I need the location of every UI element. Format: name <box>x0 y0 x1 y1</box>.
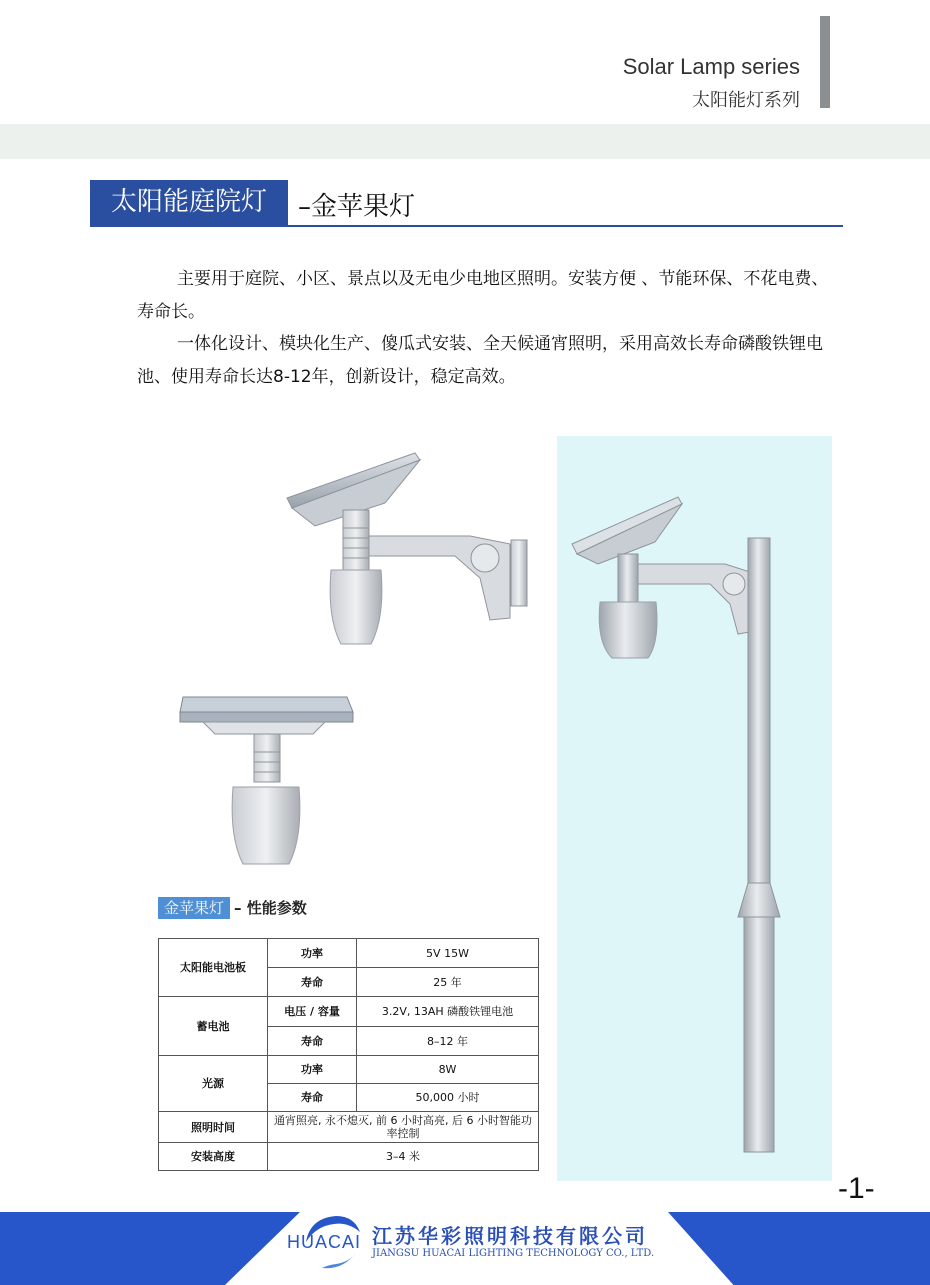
table-row <box>159 1112 539 1143</box>
spec-value: 通宵照亮, 永不熄灭, 前 6 小时高亮, 后 6 小时智能功率控制 <box>268 1112 539 1143</box>
table-row <box>159 1143 539 1171</box>
footer-band-right <box>668 1212 930 1285</box>
spec-label: 功率 <box>268 939 357 968</box>
lamp-full-pole-image <box>560 492 830 1157</box>
spec-value: 3.2V, 13AH 磷酸铁锂电池 <box>357 997 539 1027</box>
series-title-en: Solar Lamp series <box>622 54 800 79</box>
page-title-badge: 太阳能庭院灯 <box>90 180 288 225</box>
series-title-cn: 太阳能灯系列 <box>692 90 800 111</box>
specs-badge: 金苹果灯 <box>158 897 230 919</box>
spec-label: 电压 / 容量 <box>268 997 357 1027</box>
intro-paragraph-1: 主要用于庭院、小区、景点以及无电少电地区照明。安装方便 、节能环保、不花电费、寿命长。 <box>137 269 829 322</box>
spec-group-battery: 蓄电池 <box>159 997 268 1056</box>
spec-value: 50,000 小时 <box>357 1084 539 1112</box>
specs-heading <box>158 897 307 919</box>
header-accent-bar <box>820 16 830 108</box>
spec-label: 功率 <box>268 1056 357 1084</box>
spec-label: 寿命 <box>268 968 357 997</box>
intro-paragraph-2: 一体化设计、模块化生产、傻瓜式安装、全天候通宵照明，采用高效长寿命磷酸铁锂电池、使用寿命长达8-12年，创新设计，稳定高效。 <box>137 334 823 387</box>
spec-value: 8W <box>357 1056 539 1084</box>
table-row <box>159 1056 539 1084</box>
spec-value: 8–12 年 <box>357 1027 539 1056</box>
spec-label: 寿命 <box>268 1084 357 1112</box>
spec-group-time: 照明时间 <box>159 1112 268 1143</box>
company-name-en: JIANGSU HUACAI LIGHTING TECHNOLOGY CO., LTD. <box>372 1248 655 1259</box>
company-name-cn: 江苏华彩照明科技有限公司 <box>372 1224 648 1248</box>
spec-group-solar: 太阳能电池板 <box>159 939 268 997</box>
lamp-wall-bracket-image <box>275 448 535 658</box>
spec-label: 寿命 <box>268 1027 357 1056</box>
specs-table <box>158 938 539 1171</box>
specs-heading-text: – 性能参数 <box>234 899 307 917</box>
spec-group-height: 安装高度 <box>159 1143 268 1171</box>
spec-value: 25 年 <box>357 968 539 997</box>
header-band <box>0 124 930 159</box>
footer-band-left <box>0 1212 300 1285</box>
table-row <box>159 939 539 968</box>
spec-value: 5V 15W <box>357 939 539 968</box>
table-row <box>159 997 539 1027</box>
page-title-subtitle: –金苹果灯 <box>298 192 416 222</box>
title-underline <box>90 225 843 227</box>
company-logo-text: HUACAI <box>287 1232 362 1252</box>
lamp-post-top-image <box>175 692 360 867</box>
page-number: -1- <box>838 1172 875 1205</box>
spec-value: 3–4 米 <box>268 1143 539 1171</box>
spec-group-light: 光源 <box>159 1056 268 1112</box>
